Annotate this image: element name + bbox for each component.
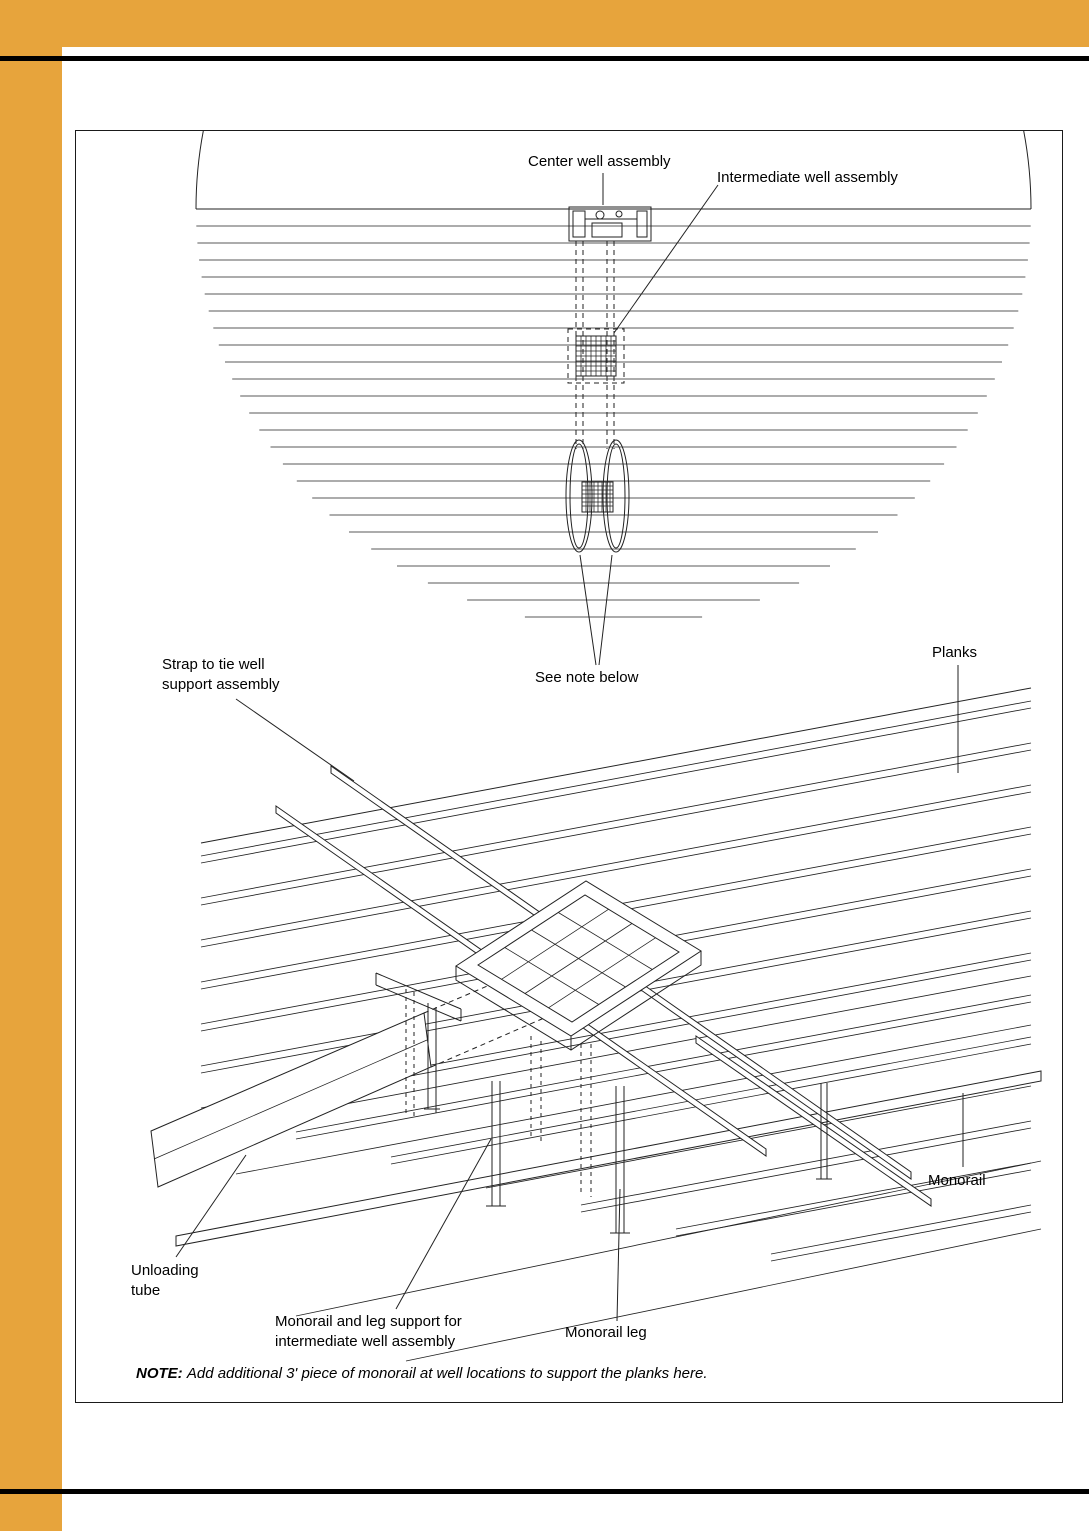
strap-leader-line [236, 699, 354, 781]
label-center-well-assembly: Center well assembly [528, 153, 671, 170]
plan-view [196, 131, 1031, 617]
label-strap-to-tie [162, 655, 280, 695]
technical-drawing [76, 131, 1064, 1404]
label-unloading-line1: Unloading [131, 1262, 199, 1279]
figure-note [136, 1365, 708, 1382]
label-unloading-line2: tube [131, 1282, 161, 1299]
unloading-tube-drawing [151, 961, 551, 1187]
label-unloading-tube [131, 1261, 199, 1301]
intermediate-well-drawing [568, 329, 624, 383]
header-rule [0, 56, 1089, 61]
see-note-leader-line [580, 555, 612, 665]
well-collar-drawing [456, 881, 701, 1050]
footer-rule [0, 1489, 1089, 1494]
label-monorail-support-line1: Monorail and leg support for [275, 1313, 462, 1330]
floor-edge-line [201, 688, 1031, 843]
top-accent-stripe [0, 0, 1089, 47]
center-well-assembly-drawing [569, 207, 651, 241]
well-ovals-drawing [566, 440, 629, 552]
iso-view [151, 688, 1041, 1361]
monorail-legs-drawing [486, 1081, 832, 1233]
label-strap-line1: Strap to tie well [162, 656, 265, 673]
note-text: Add additional 3' piece of monorail at well locations to support the planks here. [186, 1365, 708, 1382]
label-monorail-leg: Monorail leg [565, 1324, 647, 1341]
label-strap-line2: support assembly [162, 676, 280, 693]
label-monorail: Monorail [928, 1172, 986, 1189]
label-planks: Planks [932, 644, 978, 661]
monorail-leg-leader-line [617, 1189, 620, 1321]
figure-frame [75, 130, 1063, 1403]
label-monorail-support [275, 1312, 462, 1352]
note-label: NOTE: [136, 1365, 183, 1382]
left-accent-stripe [0, 0, 62, 1531]
label-monorail-support-line2: intermediate well assembly [275, 1333, 456, 1350]
strap-c [696, 1036, 931, 1206]
label-see-note-below: See note below [535, 669, 639, 686]
label-intermediate-well-assembly: Intermediate well assembly [717, 169, 898, 186]
monorail-support-leader-line [396, 1139, 491, 1309]
